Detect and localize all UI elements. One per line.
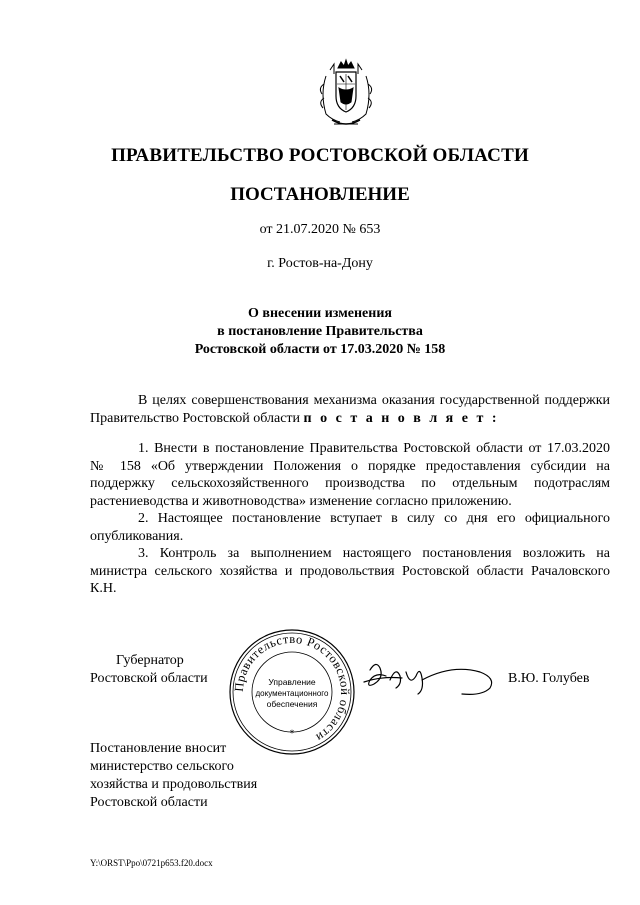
decree-item-2: 2. Настоящее постановление вступает в силу со дня его официального опубликования. (90, 511, 610, 544)
decree-word: п о с т а н о в л я е т : (303, 410, 500, 426)
author-note (90, 740, 350, 812)
official-seal-icon (228, 628, 356, 756)
file-path-footer: Y:\ORST\Ppo\0721p653.f20.docx (90, 858, 213, 868)
document-type-title: ПОСТАНОВЛЕНИЕ (230, 184, 410, 205)
handwritten-signature-icon (362, 658, 497, 700)
decree-item-3: 3. Контроль за выполнением настоящего постановления возложить на министра сельского хозяйства и продовольствия Ростовской области Рачаловского К.Н. (90, 546, 610, 596)
signatory-title (90, 652, 230, 688)
author-note-line: хозяйства и продовольствия (90, 777, 258, 792)
decree-items (90, 440, 610, 598)
author-note-line: Постановление вносит (90, 741, 227, 756)
subject-line: Ростовской области от 17.03.2020 № 158 (194, 342, 446, 357)
document-place: г. Ростов-на-Дону (267, 256, 373, 271)
document-date-number: от 21.07.2020 № 653 (259, 222, 381, 237)
signatory-title-line: Ростовской области (90, 671, 208, 686)
signatory-name: В.Ю. Голубев (508, 671, 590, 686)
subject-line: О внесении изменения (248, 306, 392, 321)
preamble-paragraph (90, 392, 610, 427)
decree-item-1: 1. Внести в постановление Правительства Ростовской области от 17.03.2020 № 158 «Об утверждении Положения о порядке предоставления субсидии на поддержку сельскохозяйственного производства по отдельным подотраслям растениеводства и животноводства» изменение согласно приложению. (90, 441, 610, 509)
svg-text:*: * (289, 729, 295, 739)
author-note-line: министерство сельского (90, 759, 234, 774)
signatory-title-line: Губернатор (116, 653, 184, 668)
author-note-line: Ростовской области (90, 795, 208, 810)
seal-center-line: документационного (255, 689, 329, 698)
seal-center-line: обеспечения (266, 699, 318, 709)
seal-center-line: Управление (268, 677, 316, 687)
document-subject (0, 305, 640, 359)
seal-ring-text: Правительство Ростовской области (231, 631, 353, 745)
subject-line: в постановление Правительства (217, 324, 423, 339)
preamble-text: В целях совершенствования механизма оказания государственной поддержки Правительство Ростовской области (90, 393, 610, 426)
government-title: ПРАВИТЕЛЬСТВО РОСТОВСКОЙ ОБЛАСТИ (111, 145, 529, 166)
coat-of-arms-icon (316, 58, 376, 130)
